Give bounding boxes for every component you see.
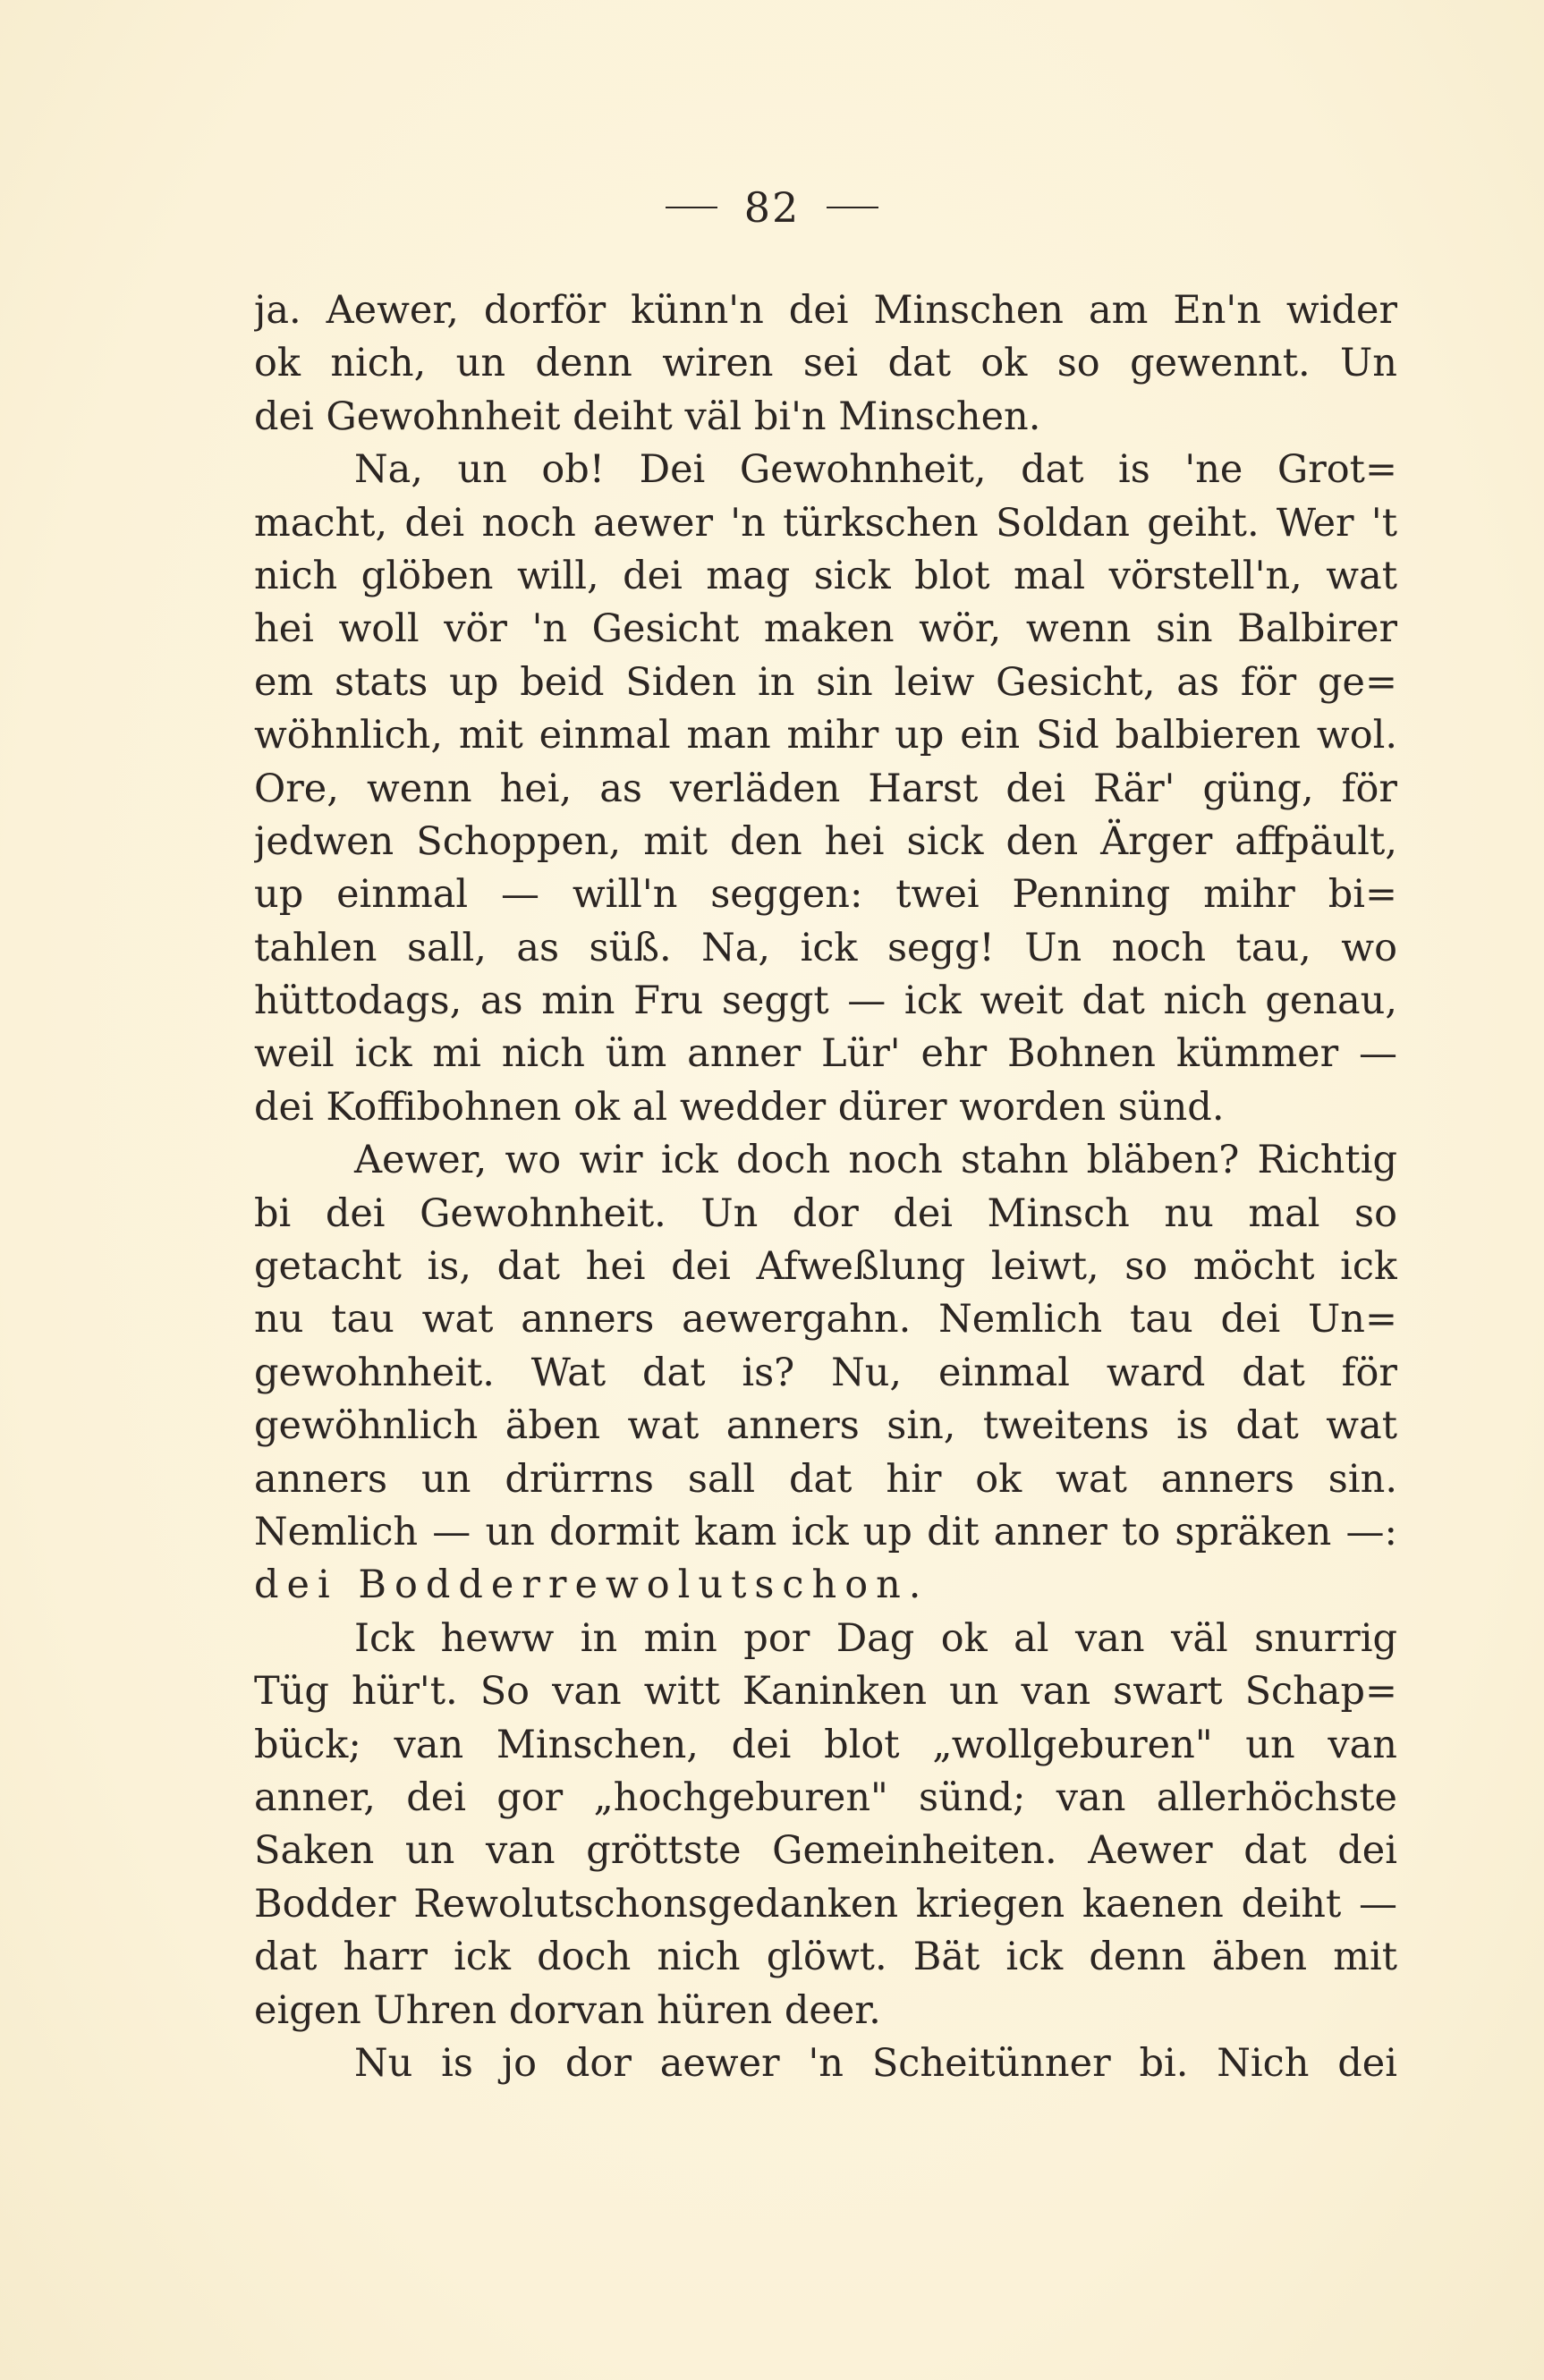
text-line: jedwen Schoppen, mit den hei sick den Ärger affpäult, [254, 818, 1397, 864]
text-line: dei Gewohnheit deiht väl bi'n Minschen. [254, 394, 1041, 439]
text-line: bück; van Minschen, dei blot „wollgeburen" un van [254, 1722, 1397, 1767]
text-line: Ore, wenn hei, as verläden Harst dei Rär' güng, för [254, 766, 1397, 811]
text-line: hüttodags, as min Fru seggt — ick weit dat nich genau, [254, 978, 1397, 1024]
text-line: em stats up beid Siden in sin leiw Gesicht, as för ge= [254, 659, 1397, 705]
text-line: weil ick mi nich üm anner Lür' ehr Bohnen kümmer — [254, 1031, 1397, 1077]
text-line: getacht is, dat hei dei Afweßlung leiwt, so möcht ick [254, 1244, 1397, 1290]
header-dash-right [827, 207, 878, 208]
text-line: Saken un van gröttste Gemeinheiten. Aewer dat dei [254, 1828, 1397, 1874]
text-line: gewöhnlich äben wat anners sin, tweitens is dat wat [254, 1403, 1397, 1449]
page-number: 82 [743, 183, 801, 232]
text-line: ja. Aewer, dorför künn'n dei Minschen am En'n wider [254, 288, 1397, 333]
text-line: eigen Uhren dorvan hüren deer. [254, 1987, 881, 2033]
text-line: Ick heww in min por Dag ok al van väl snurrig [354, 1615, 1397, 1661]
text-line: Aewer, wo wir ick doch noch stahn bläben? Richtig [354, 1138, 1397, 1183]
text-line: anners un drürrns sall dat hir ok wat anners sin. [254, 1456, 1397, 1502]
page-header [0, 183, 1544, 232]
text-line: macht, dei noch aewer 'n türkschen Soldan geiht. Wer 't [254, 500, 1397, 546]
text-line: tahlen sall, as süß. Na, ick segg! Un noch tau, wo [254, 925, 1397, 970]
text-line: nich glöben will, dei mag sick blot mal vörstell'n, wat [254, 553, 1397, 598]
text-line: up einmal — will'n seggen: twei Penning mihr bi= [254, 872, 1397, 918]
text-line: Bodder Rewolutschonsgedanken kriegen kaenen deiht — [254, 1881, 1397, 1927]
text-line: anner, dei gor „hochgeburen" sünd; van allerhöchste [254, 1774, 1397, 1820]
text-line: hei woll vör 'n Gesicht maken wör, wenn sin Balbirer [254, 606, 1397, 652]
text-line: wöhnlich, mit einmal man mihr up ein Sid balbieren wol. [254, 713, 1397, 758]
text-line: bi dei Gewohnheit. Un dor dei Minsch nu mal so [254, 1190, 1397, 1236]
text-line: Na, un ob! Dei Gewohnheit, dat is 'ne Grot= [354, 447, 1397, 493]
text-line: dei Bodderrewolutschon. [254, 1563, 929, 1608]
text-line: Tüg hür't. So van witt Kaninken un van swart Schap= [254, 1669, 1397, 1715]
text-line: gewohnheit. Wat dat is? Nu, einmal ward dat för [254, 1350, 1397, 1395]
text-line: nu tau wat anners aewergahn. Nemlich tau dei Un= [254, 1297, 1397, 1342]
text-line: dat harr ick doch nich glöwt. Bät ick denn äben mit [254, 1935, 1397, 1980]
body-text [254, 284, 1397, 2090]
header-dash-left [666, 207, 717, 208]
text-line: ok nich, un denn wiren sei dat ok so gewennt. Un [254, 341, 1397, 386]
text-line: Nu is jo dor aewer 'n Scheitünner bi. Nich dei [354, 2040, 1397, 2086]
text-line: Nemlich — un dormit kam ick up dit anner to spräken —: [254, 1509, 1397, 1554]
text-line: dei Koffibohnen ok al wedder dürer worden sünd. [254, 1084, 1225, 1130]
